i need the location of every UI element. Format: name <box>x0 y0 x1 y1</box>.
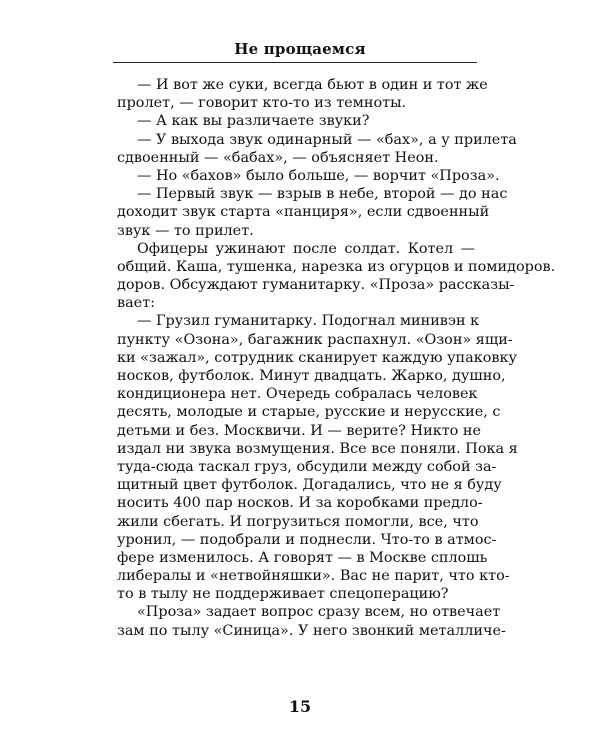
text-line: доров. Обсуждают гуманитарку. «Проза» рассказы- <box>117 277 515 294</box>
text-line: носить 400 пар носков. И за коробками предло- <box>117 495 483 512</box>
text-line: «Проза» задает вопрос сразу всем, но отвечает <box>137 604 501 621</box>
text-line: пролет, — говорит кто-то из темноты. <box>117 95 407 112</box>
text-line: уронил, — подобрали и поднесли. Что-то в атмос- <box>117 531 497 548</box>
body-text <box>117 76 556 640</box>
text-line: кондиционера нет. Очередь собралась человек <box>117 386 478 403</box>
text-line: — И вот же суки, всегда бьют в один и тот же <box>137 77 488 93</box>
text-line: жили сбегать. И погрузиться помогли, все, что <box>117 513 479 530</box>
text-line: туда-сюда таскал груз, обсудили между собой за- <box>117 458 497 475</box>
text-line: либералы и «нетвойняшки». Вас не парит, что кто- <box>117 568 510 585</box>
text-line: фере изменилось. А говорят — в Москве сплошь <box>117 549 488 566</box>
text-line: вает: <box>117 295 156 312</box>
text-line: — Первый звук — взрыв в небе, второй — до нас <box>137 186 508 203</box>
text-line: носков, футболок. Минут двадцать. Жарко, душно, <box>117 368 506 384</box>
text-line: — Но «бахов» было больше, — ворчит «Проза». <box>137 167 500 184</box>
text-line: щитный цвет футболок. Догадались, что не я буду <box>117 477 502 494</box>
page-number: 15 <box>288 697 312 716</box>
running-head-title: Не прощаемся <box>234 40 366 58</box>
text-line: — Грузил гуманитарку. Подогнал минивэн к <box>137 313 480 330</box>
text-line: доходит звук старта «панциря», если сдвоенный <box>117 204 490 221</box>
text-line: то в тылу не поддерживает спецоперацию? <box>117 586 449 603</box>
text-line: звук — то прилет. <box>117 222 254 239</box>
text-line: зам по тылу «Синица». У него звонкий металличе- <box>117 622 506 639</box>
text-line: Офицеры ужинают после солдат. Котел — <box>137 240 475 257</box>
text-line: — У выхода звук одинарный — «бах», а у прилета <box>137 131 517 148</box>
text-line: ки «зажал», сотрудник сканирует каждую упаковку <box>117 349 517 366</box>
text-line: — А как вы различаете звуки? <box>137 113 370 130</box>
text-line: издал ни звука возмущения. Все все поняли. Пока я <box>117 440 518 457</box>
text-line: общий. Каша, тушенка, нарезка из огурцов и помидоров. <box>117 258 556 275</box>
text-line: детьми и без. Москвичи. И — верите? Никто не <box>117 422 481 439</box>
text-line: сдвоенный — «бабах», — объясняет Неон. <box>117 149 439 166</box>
text-line: десять, молодые и старые, русские и нерусские, с <box>117 404 501 421</box>
header-rule <box>113 62 477 63</box>
text-line: пункту «Озона», багажник распахнул. «Озон» ящи- <box>117 331 513 348</box>
